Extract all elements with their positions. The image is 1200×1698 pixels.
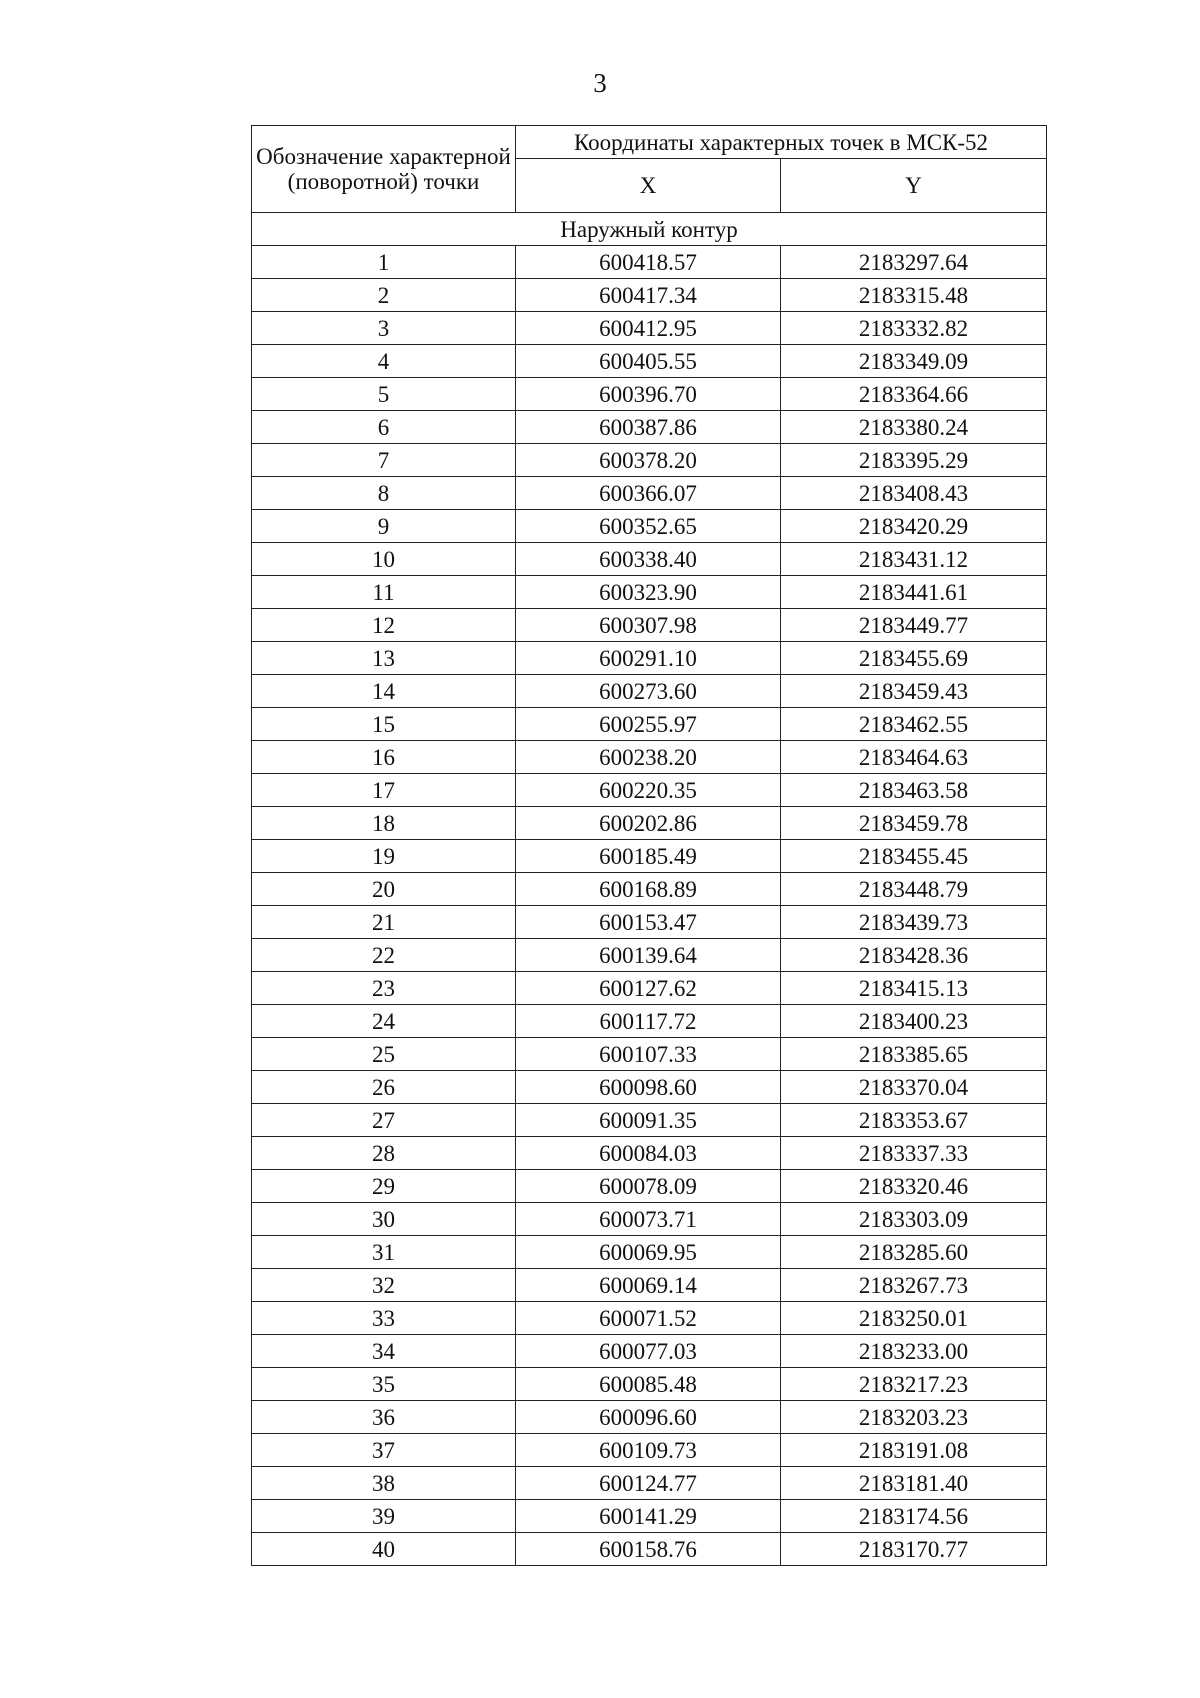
y-coordinate-cell: 2183448.79 <box>781 873 1047 906</box>
y-coordinate-cell: 2183320.46 <box>781 1170 1047 1203</box>
table-row <box>252 840 1047 873</box>
x-coordinate-cell: 600238.20 <box>516 741 781 774</box>
point-number-cell: 28 <box>252 1137 516 1170</box>
point-number-cell: 33 <box>252 1302 516 1335</box>
y-coordinate-cell: 2183449.77 <box>781 609 1047 642</box>
point-number-cell: 31 <box>252 1236 516 1269</box>
y-coordinate-cell: 2183170.77 <box>781 1533 1047 1566</box>
x-coordinate-cell: 600366.07 <box>516 477 781 510</box>
y-coordinate-cell: 2183267.73 <box>781 1269 1047 1302</box>
table-row <box>252 642 1047 675</box>
point-number-cell: 32 <box>252 1269 516 1302</box>
point-number-cell: 25 <box>252 1038 516 1071</box>
x-coordinate-cell: 600273.60 <box>516 675 781 708</box>
x-coordinate-cell: 600078.09 <box>516 1170 781 1203</box>
x-coordinate-cell: 600255.97 <box>516 708 781 741</box>
section-row <box>252 213 1047 246</box>
y-coordinate-cell: 2183203.23 <box>781 1401 1047 1434</box>
x-coordinate-cell: 600107.33 <box>516 1038 781 1071</box>
x-coordinate-cell: 600077.03 <box>516 1335 781 1368</box>
y-coordinate-cell: 2183364.66 <box>781 378 1047 411</box>
x-coordinate-cell: 600387.86 <box>516 411 781 444</box>
y-coordinate-cell: 2183462.55 <box>781 708 1047 741</box>
y-coordinate-cell: 2183315.48 <box>781 279 1047 312</box>
table-row <box>252 1335 1047 1368</box>
table-row <box>252 411 1047 444</box>
y-coordinate-cell: 2183380.24 <box>781 411 1047 444</box>
table-row <box>252 1071 1047 1104</box>
x-coordinate-cell: 600185.49 <box>516 840 781 873</box>
table-row <box>252 1137 1047 1170</box>
y-coordinate-cell: 2183455.45 <box>781 840 1047 873</box>
point-number-cell: 6 <box>252 411 516 444</box>
table-row <box>252 1401 1047 1434</box>
y-coordinate-cell: 2183332.82 <box>781 312 1047 345</box>
point-number-cell: 12 <box>252 609 516 642</box>
x-coordinate-cell: 600153.47 <box>516 906 781 939</box>
y-coordinate-cell: 2183431.12 <box>781 543 1047 576</box>
point-number-cell: 20 <box>252 873 516 906</box>
point-number-cell: 29 <box>252 1170 516 1203</box>
table-row <box>252 1500 1047 1533</box>
point-designation-header <box>252 126 516 213</box>
table-row <box>252 1467 1047 1500</box>
point-number-cell: 26 <box>252 1071 516 1104</box>
x-coordinate-cell: 600158.76 <box>516 1533 781 1566</box>
point-number-cell: 2 <box>252 279 516 312</box>
y-coordinate-cell: 2183459.43 <box>781 675 1047 708</box>
table-body <box>252 213 1047 1566</box>
x-coordinate-cell: 600168.89 <box>516 873 781 906</box>
table-row <box>252 444 1047 477</box>
table-row <box>252 378 1047 411</box>
y-coordinate-cell: 2183217.23 <box>781 1368 1047 1401</box>
table-row <box>252 741 1047 774</box>
section-title: Наружный контур <box>252 213 1047 246</box>
y-coordinate-cell: 2183464.63 <box>781 741 1047 774</box>
table-row <box>252 873 1047 906</box>
x-coordinate-cell: 600141.29 <box>516 1500 781 1533</box>
table-row <box>252 1434 1047 1467</box>
x-coordinate-cell: 600307.98 <box>516 609 781 642</box>
point-number-cell: 37 <box>252 1434 516 1467</box>
point-number-cell: 7 <box>252 444 516 477</box>
x-coordinate-cell: 600220.35 <box>516 774 781 807</box>
point-number-cell: 17 <box>252 774 516 807</box>
y-coordinate-cell: 2183285.60 <box>781 1236 1047 1269</box>
table-row <box>252 477 1047 510</box>
table-row <box>252 774 1047 807</box>
point-number-cell: 40 <box>252 1533 516 1566</box>
y-coordinate-cell: 2183181.40 <box>781 1467 1047 1500</box>
point-number-cell: 24 <box>252 1005 516 1038</box>
point-number-cell: 16 <box>252 741 516 774</box>
table-row <box>252 708 1047 741</box>
point-number-cell: 14 <box>252 675 516 708</box>
table-row <box>252 1005 1047 1038</box>
x-coordinate-cell: 600085.48 <box>516 1368 781 1401</box>
coordinates-table <box>251 125 1047 1566</box>
table-row <box>252 609 1047 642</box>
x-coordinate-cell: 600412.95 <box>516 312 781 345</box>
table-row <box>252 576 1047 609</box>
x-coordinate-cell: 600418.57 <box>516 246 781 279</box>
point-number-cell: 10 <box>252 543 516 576</box>
point-number-cell: 11 <box>252 576 516 609</box>
table-row <box>252 279 1047 312</box>
x-coordinate-cell: 600073.71 <box>516 1203 781 1236</box>
x-coordinate-cell: 600338.40 <box>516 543 781 576</box>
point-number-cell: 4 <box>252 345 516 378</box>
table-row <box>252 1302 1047 1335</box>
y-coordinate-cell: 2183400.23 <box>781 1005 1047 1038</box>
y-coordinate-cell: 2183353.67 <box>781 1104 1047 1137</box>
y-coordinate-cell: 2183408.43 <box>781 477 1047 510</box>
point-number-cell: 13 <box>252 642 516 675</box>
x-coordinate-cell: 600352.65 <box>516 510 781 543</box>
x-coordinate-cell: 600071.52 <box>516 1302 781 1335</box>
point-number-cell: 18 <box>252 807 516 840</box>
x-coordinate-cell: 600323.90 <box>516 576 781 609</box>
y-coordinate-cell: 2183385.65 <box>781 1038 1047 1071</box>
table-row <box>252 1104 1047 1137</box>
table-row <box>252 1170 1047 1203</box>
x-coordinate-cell: 600202.86 <box>516 807 781 840</box>
x-coordinate-cell: 600096.60 <box>516 1401 781 1434</box>
x-coordinate-cell: 600069.95 <box>516 1236 781 1269</box>
point-number-cell: 35 <box>252 1368 516 1401</box>
y-coordinate-cell: 2183370.04 <box>781 1071 1047 1104</box>
y-coordinate-cell: 2183297.64 <box>781 246 1047 279</box>
x-coordinate-cell: 600124.77 <box>516 1467 781 1500</box>
point-number-cell: 21 <box>252 906 516 939</box>
table-row <box>252 312 1047 345</box>
y-coordinate-cell: 2183250.01 <box>781 1302 1047 1335</box>
y-coordinate-cell: 2183337.33 <box>781 1137 1047 1170</box>
y-coordinate-cell: 2183174.56 <box>781 1500 1047 1533</box>
y-coordinate-cell: 2183395.29 <box>781 444 1047 477</box>
point-number-cell: 23 <box>252 972 516 1005</box>
x-coordinate-cell: 600117.72 <box>516 1005 781 1038</box>
y-coordinate-cell: 2183233.00 <box>781 1335 1047 1368</box>
point-number-cell: 22 <box>252 939 516 972</box>
x-coordinate-cell: 600098.60 <box>516 1071 781 1104</box>
x-coordinate-cell: 600378.20 <box>516 444 781 477</box>
x-coordinate-cell: 600405.55 <box>516 345 781 378</box>
table-row <box>252 1236 1047 1269</box>
x-coordinate-cell: 600091.35 <box>516 1104 781 1137</box>
x-coordinate-cell: 600109.73 <box>516 1434 781 1467</box>
point-number-cell: 34 <box>252 1335 516 1368</box>
table-row <box>252 510 1047 543</box>
table-row <box>252 906 1047 939</box>
table-row <box>252 1038 1047 1071</box>
x-coordinate-cell: 600396.70 <box>516 378 781 411</box>
y-coordinate-cell: 2183463.58 <box>781 774 1047 807</box>
table-row <box>252 345 1047 378</box>
y-column-header: Y <box>781 159 1047 213</box>
x-column-header: X <box>516 159 781 213</box>
y-coordinate-cell: 2183441.61 <box>781 576 1047 609</box>
page-number: 3 <box>593 68 607 98</box>
y-coordinate-cell: 2183191.08 <box>781 1434 1047 1467</box>
point-number-cell: 1 <box>252 246 516 279</box>
table-row <box>252 1368 1047 1401</box>
table-row <box>252 807 1047 840</box>
point-number-cell: 5 <box>252 378 516 411</box>
table-row <box>252 939 1047 972</box>
table-row <box>252 1533 1047 1566</box>
table-row <box>252 1269 1047 1302</box>
y-coordinate-cell: 2183428.36 <box>781 939 1047 972</box>
point-number-cell: 15 <box>252 708 516 741</box>
point-number-cell: 39 <box>252 1500 516 1533</box>
point-number-cell: 3 <box>252 312 516 345</box>
x-coordinate-cell: 600417.34 <box>516 279 781 312</box>
point-number-cell: 9 <box>252 510 516 543</box>
table-row <box>252 675 1047 708</box>
y-coordinate-cell: 2183455.69 <box>781 642 1047 675</box>
point-designation-header-text: Обозначение характерной (поворотной) точки <box>256 144 511 194</box>
point-number-cell: 19 <box>252 840 516 873</box>
point-number-cell: 38 <box>252 1467 516 1500</box>
x-coordinate-cell: 600127.62 <box>516 972 781 1005</box>
coordinates-header: Координаты характерных точек в МСК-52 <box>516 126 1047 159</box>
table-row <box>252 543 1047 576</box>
y-coordinate-cell: 2183439.73 <box>781 906 1047 939</box>
x-coordinate-cell: 600069.14 <box>516 1269 781 1302</box>
y-coordinate-cell: 2183349.09 <box>781 345 1047 378</box>
table-row <box>252 1203 1047 1236</box>
y-coordinate-cell: 2183459.78 <box>781 807 1047 840</box>
x-coordinate-cell: 600084.03 <box>516 1137 781 1170</box>
point-number-cell: 27 <box>252 1104 516 1137</box>
point-number-cell: 36 <box>252 1401 516 1434</box>
y-coordinate-cell: 2183303.09 <box>781 1203 1047 1236</box>
y-coordinate-cell: 2183420.29 <box>781 510 1047 543</box>
table-row <box>252 972 1047 1005</box>
x-coordinate-cell: 600291.10 <box>516 642 781 675</box>
point-number-cell: 8 <box>252 477 516 510</box>
y-coordinate-cell: 2183415.13 <box>781 972 1047 1005</box>
x-coordinate-cell: 600139.64 <box>516 939 781 972</box>
point-number-cell: 30 <box>252 1203 516 1236</box>
table-row <box>252 246 1047 279</box>
